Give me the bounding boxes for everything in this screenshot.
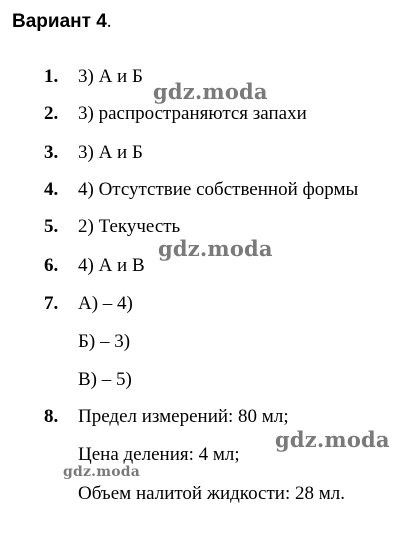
watermark: gdz.moda (158, 236, 273, 261)
watermark: gdz.moda (63, 464, 141, 480)
answer-text-2: 3) распространяются запахи (78, 103, 307, 124)
answer-text-8a: Предел измерений: 80 мл; (78, 406, 289, 427)
answer-text-1: 3) А и Б (78, 66, 143, 87)
answer-text-7b: Б) – 3) (78, 331, 131, 352)
answer-text-7a: А) – 4) (78, 293, 133, 314)
watermark: gdz.moda (153, 79, 268, 104)
variant-title-suffix: . (106, 11, 112, 32)
answer-number-7: 7. (44, 293, 59, 314)
answer-number-4: 4. (44, 179, 59, 200)
answer-text-3: 3) А и Б (78, 142, 143, 163)
watermark: gdz.moda (275, 427, 390, 452)
variant-title (12, 10, 112, 34)
answer-text-6: 4) А и В (78, 255, 145, 276)
answer-text-4: 4) Отсутствие собственной формы (78, 179, 359, 200)
answer-number-6: 6. (44, 255, 59, 276)
answer-number-1: 1. (44, 66, 59, 87)
answer-number-3: 3. (44, 142, 59, 163)
variant-title-label: Вариант 4 (12, 11, 107, 32)
answer-number-5: 5. (44, 216, 59, 237)
answer-number-8: 8. (44, 406, 59, 427)
answer-number-2: 2. (44, 103, 59, 124)
answer-text-8c: Объем налитой жидкости: 28 мл. (78, 483, 345, 504)
answer-text-7c: В) – 5) (78, 369, 132, 390)
answer-text-5: 2) Текучесть (78, 216, 181, 237)
answer-text-8b: Цена деления: 4 мл; (78, 444, 240, 465)
